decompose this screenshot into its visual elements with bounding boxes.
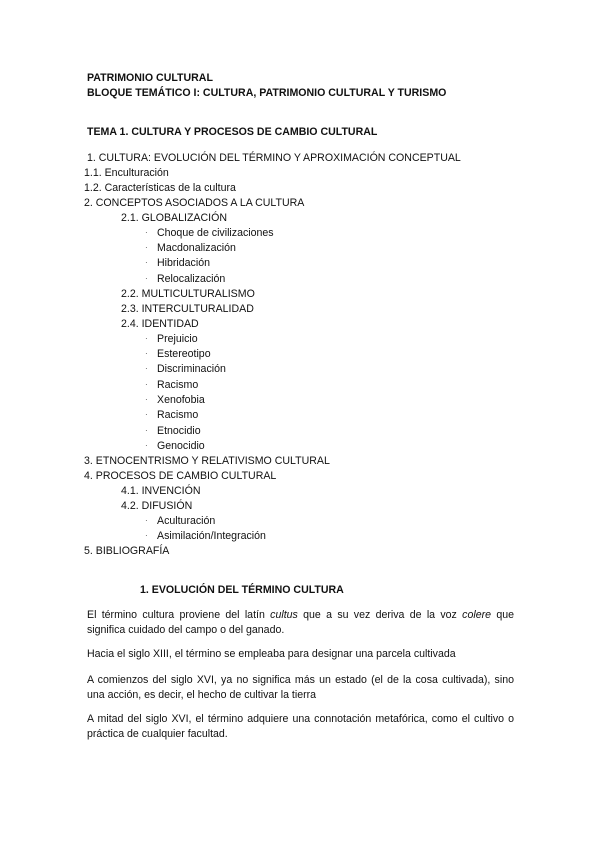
outline-item-2-2: 2.2. MULTICULTURALISMO bbox=[121, 288, 255, 300]
latin-term-colere: colere bbox=[462, 609, 492, 621]
paragraph-4: A mitad del siglo XVI, el término adquiere una connotación metafórica, como el cultivo o práctica de cualquier facultad. bbox=[87, 713, 514, 740]
list-item-globalizacion: Hibridación bbox=[157, 257, 210, 269]
tema-title: TEMA 1. CULTURA Y PROCESOS DE CAMBIO CULTURAL bbox=[87, 126, 378, 138]
bullet-icon: · bbox=[145, 228, 148, 237]
paragraph-3: A comienzos del siglo XVI, ya no significa más un estado (el de la cosa cultivada), sino una acción, es decir, el hecho de cultivar la tierra bbox=[87, 674, 514, 701]
list-item-globalizacion: Macdonalización bbox=[157, 242, 236, 254]
outline-item-1-2: 1.2. Características de la cultura bbox=[84, 182, 236, 194]
outline-item-5: 5. BIBLIOGRAFÍA bbox=[84, 545, 170, 557]
paragraph-1: El término cultura proviene del latín cultus que a su vez deriva de la voz colere que significa cuidado del campo o del ganado. bbox=[87, 609, 515, 636]
bullet-icon: · bbox=[145, 243, 148, 252]
outline-item-1-1: 1.1. Enculturación bbox=[84, 167, 169, 179]
outline-item-4-2: 4.2. DIFUSIÓN bbox=[121, 500, 193, 512]
bullet-icon: · bbox=[145, 531, 148, 540]
bullet-icon: · bbox=[145, 380, 148, 389]
outline-item-1: 1. CULTURA: EVOLUCIÓN DEL TÉRMINO Y APROXIMACIÓN CONCEPTUAL bbox=[87, 152, 461, 164]
bullet-icon: · bbox=[145, 410, 148, 419]
outline-item-2-1: 2.1. GLOBALIZACIÓN bbox=[121, 212, 227, 224]
list-item-difusion: Asimilación/Integración bbox=[157, 530, 266, 542]
bullet-icon: · bbox=[145, 364, 148, 373]
list-item-identidad: Etnocidio bbox=[157, 425, 201, 437]
document-header-subtitle: BLOQUE TEMÁTICO I: CULTURA, PATRIMONIO CULTURAL Y TURISMO bbox=[87, 87, 447, 99]
outline-item-2: 2. CONCEPTOS ASOCIADOS A LA CULTURA bbox=[84, 197, 305, 209]
list-item-identidad: Racismo bbox=[157, 409, 199, 421]
bullet-icon: · bbox=[145, 349, 148, 358]
outline-item-2-3: 2.3. INTERCULTURALIDAD bbox=[121, 303, 254, 315]
outline-item-3: 3. ETNOCENTRISMO Y RELATIVISMO CULTURAL bbox=[84, 455, 330, 467]
list-item-identidad: Genocidio bbox=[157, 440, 205, 452]
section-heading: 1. EVOLUCIÓN DEL TÉRMINO CULTURA bbox=[140, 584, 344, 596]
list-item-identidad: Racismo bbox=[157, 379, 199, 391]
list-item-identidad: Xenofobia bbox=[157, 394, 205, 406]
outline-item-2-4: 2.4. IDENTIDAD bbox=[121, 318, 199, 330]
bullet-icon: · bbox=[145, 441, 148, 450]
list-item-identidad: Estereotipo bbox=[157, 348, 211, 360]
paragraph-2: Hacia el siglo XIII, el término se empleaba para designar una parcela cultivada bbox=[87, 648, 456, 660]
bullet-icon: · bbox=[145, 426, 148, 435]
document-header-title: PATRIMONIO CULTURAL bbox=[87, 72, 213, 84]
bullet-icon: · bbox=[145, 395, 148, 404]
list-item-difusion: Aculturación bbox=[157, 515, 216, 527]
bullet-icon: · bbox=[145, 334, 148, 343]
latin-term-cultus: cultus bbox=[270, 609, 298, 621]
list-item-identidad: Prejuicio bbox=[157, 333, 198, 345]
list-item-identidad: Discriminación bbox=[157, 363, 226, 375]
bullet-icon: · bbox=[145, 274, 148, 283]
bullet-icon: · bbox=[145, 516, 148, 525]
outline-item-4: 4. PROCESOS DE CAMBIO CULTURAL bbox=[84, 470, 277, 482]
list-item-globalizacion: Choque de civilizaciones bbox=[157, 227, 274, 239]
bullet-icon: · bbox=[145, 258, 148, 267]
list-item-globalizacion: Relocalización bbox=[157, 273, 226, 285]
outline-item-4-1: 4.1. INVENCIÓN bbox=[121, 485, 201, 497]
